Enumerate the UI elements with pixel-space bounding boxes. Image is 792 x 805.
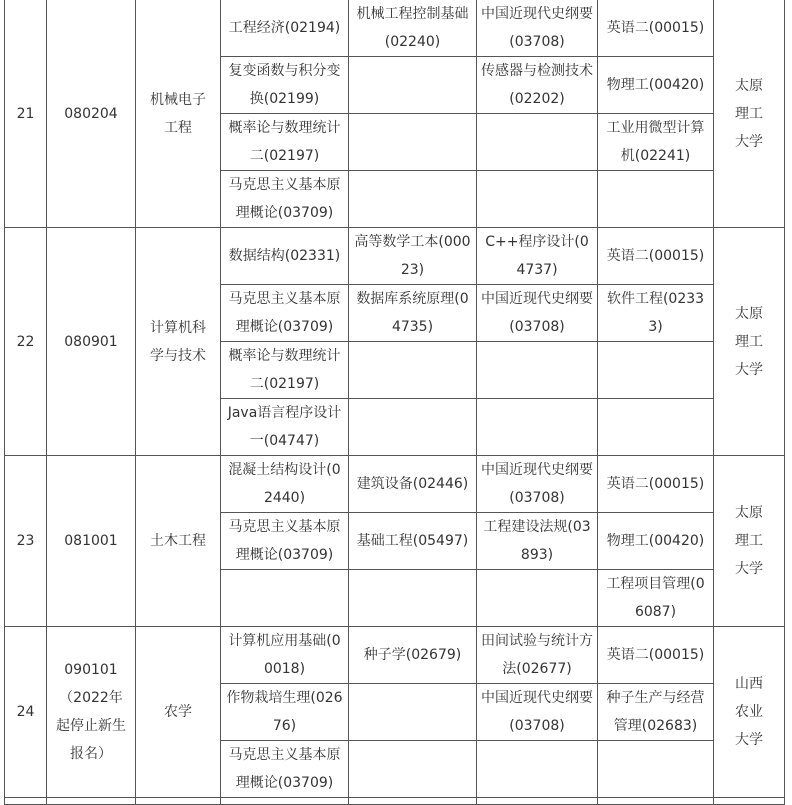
major-code: 080901	[47, 228, 136, 456]
university-name: 太原理工大学	[714, 0, 785, 228]
course-cell: 作物栽培生理(02676)	[221, 684, 349, 741]
course-cell: 马克思主义基本原理概论(03709)	[221, 513, 349, 570]
course-cell: 种子学(02679)	[349, 627, 477, 684]
course-cell: 中国近现代史纲要(03708)	[477, 0, 598, 57]
course-cell: Java语言程序设计一(04747)	[221, 399, 349, 456]
course-cell: C++程序设计(04737)	[477, 228, 598, 285]
table-row	[5, 228, 785, 285]
course-cell	[477, 570, 598, 627]
course-cell: 中国近现代史纲要(03708)	[477, 456, 598, 513]
table-row	[5, 627, 785, 684]
table-bottom-edge	[5, 798, 785, 805]
table-row	[5, 456, 785, 513]
course-cell	[349, 570, 477, 627]
course-cell: 数据库系统原理(04735)	[349, 285, 477, 342]
course-cell	[349, 342, 477, 399]
major-course-table	[4, 0, 785, 805]
table-row	[5, 0, 785, 57]
course-cell: 中国近现代史纲要(03708)	[477, 684, 598, 741]
major-name: 农学	[136, 627, 221, 798]
course-cell: 概率论与数理统计二(02197)	[221, 114, 349, 171]
course-cell	[349, 171, 477, 228]
university-name: 太原理工大学	[714, 228, 785, 456]
course-cell: 田间试验与统计方法(02677)	[477, 627, 598, 684]
university-name: 太原理工大学	[714, 456, 785, 627]
course-cell	[349, 399, 477, 456]
course-cell: 软件工程(02333)	[598, 285, 714, 342]
major-name: 计算机科学与技术	[136, 228, 221, 456]
major-name: 机械电子工程	[136, 0, 221, 228]
course-cell	[598, 741, 714, 798]
course-cell: 数据结构(02331)	[221, 228, 349, 285]
course-cell: 复变函数与积分变换(02199)	[221, 57, 349, 114]
course-cell: 机械工程控制基础(02240)	[349, 0, 477, 57]
course-cell: 混凝土结构设计(02440)	[221, 456, 349, 513]
course-cell: 高等数学工本(00023)	[349, 228, 477, 285]
course-cell: 物理工(00420)	[598, 57, 714, 114]
course-cell	[477, 342, 598, 399]
row-number: 21	[5, 0, 47, 228]
course-cell: 马克思主义基本原理概论(03709)	[221, 285, 349, 342]
major-code: 080204	[47, 0, 136, 228]
course-cell: 中国近现代史纲要(03708)	[477, 285, 598, 342]
row-number: 24	[5, 627, 47, 798]
course-cell	[477, 741, 598, 798]
course-cell: 工业用微型计算机(02241)	[598, 114, 714, 171]
university-name: 山西农业大学	[714, 627, 785, 798]
course-cell: 英语二(00015)	[598, 228, 714, 285]
course-cell: 英语二(00015)	[598, 0, 714, 57]
course-cell: 计算机应用基础(00018)	[221, 627, 349, 684]
course-cell: 工程经济(02194)	[221, 0, 349, 57]
major-name: 土木工程	[136, 456, 221, 627]
course-cell	[221, 570, 349, 627]
course-cell	[598, 342, 714, 399]
major-code: 081001	[47, 456, 136, 627]
course-cell: 建筑设备(02446)	[349, 456, 477, 513]
course-cell: 英语二(00015)	[598, 456, 714, 513]
course-cell: 马克思主义基本原理概论(03709)	[221, 171, 349, 228]
course-cell: 马克思主义基本原理概论(03709)	[221, 741, 349, 798]
course-cell: 物理工(00420)	[598, 513, 714, 570]
course-cell: 工程建设法规(03893)	[477, 513, 598, 570]
row-number: 22	[5, 228, 47, 456]
course-cell: 传感器与检测技术(02202)	[477, 57, 598, 114]
course-cell	[349, 741, 477, 798]
course-cell: 概率论与数理统计二(02197)	[221, 342, 349, 399]
major-code: 090101（2022年起停止新生报名）	[47, 627, 136, 798]
course-cell: 英语二(00015)	[598, 627, 714, 684]
course-cell	[349, 57, 477, 114]
row-number: 23	[5, 456, 47, 627]
course-cell	[598, 399, 714, 456]
course-cell	[477, 399, 598, 456]
course-cell	[477, 171, 598, 228]
course-cell: 种子生产与经营管理(02683)	[598, 684, 714, 741]
course-cell	[598, 171, 714, 228]
course-cell	[477, 114, 598, 171]
course-cell	[349, 114, 477, 171]
course-cell	[349, 684, 477, 741]
course-cell: 基础工程(05497)	[349, 513, 477, 570]
course-cell: 工程项目管理(06087)	[598, 570, 714, 627]
